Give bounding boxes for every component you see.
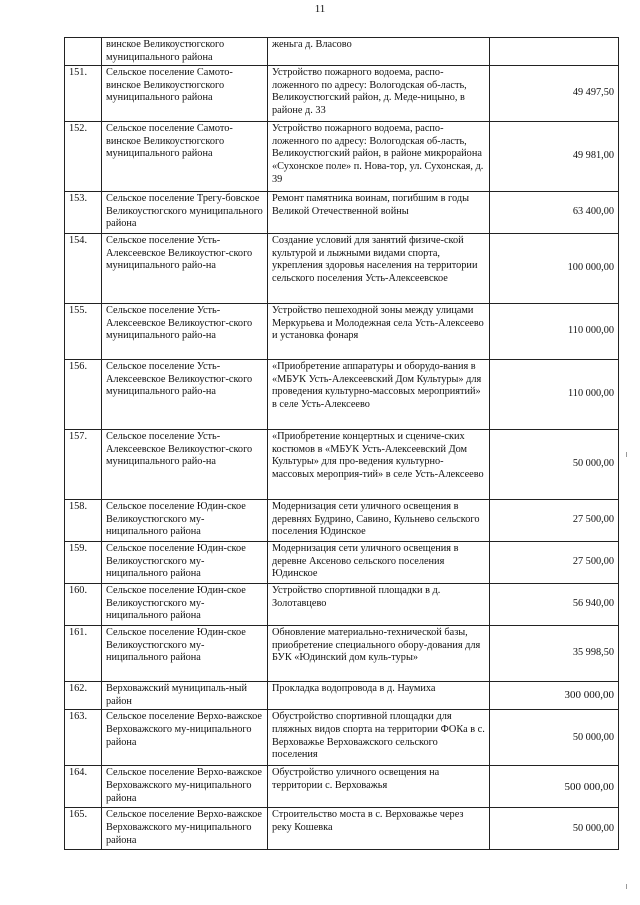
table-row [65,710,619,766]
row-number: 163. [65,710,102,766]
purpose-cell: Создание условий для занятий физиче-ской культурой и лыжными видами спорта, укрепления здоровья населения на территории сельского поселения Усть-Алексеевское [268,234,490,304]
row-number: 151. [65,66,102,122]
amount-cell: 27 500,00 [490,500,619,542]
table-row [65,192,619,234]
amount-cell: 27 500,00 [490,542,619,584]
row-number [65,38,102,66]
table-row [65,38,619,66]
table-row [65,66,619,122]
recipient-cell: Сельское поселение Юдин-ское Великоустюгского му-ниципального района [102,500,268,542]
row-number: 158. [65,500,102,542]
purpose-cell: Обновление материально-технической базы, приобретение специального обору-дования для БУК «Юдинский дом куль-туры» [268,626,490,682]
recipient-cell: Сельское поселение Самото-винское Великоустюгского муниципального района [102,66,268,122]
purpose-cell: «Приобретение аппаратуры и оборудо-вания в «МБУК Усть-Алексеевский Дом Культуры» для проведения культурно-массовых мероприятий» в селе Усть-Алексеево [268,360,490,430]
table-row [65,500,619,542]
table-row [65,682,619,710]
purpose-cell: Устройство пожарного водоема, распо-ложенного по адресу: Вологодская об-ласть, Великоустюгский район, в районе микрорайона «Сухонское поле» п. Нова-тор, ул. Сухонская, д. 39 [268,122,490,192]
table-row [65,430,619,500]
amount-cell: 49 981,00 [490,122,619,192]
row-number: 155. [65,304,102,360]
recipient-cell: Сельское поселение Трегу-бовское Великоустюгского муниципального района [102,192,268,234]
amount-cell: 50 000,00 [490,430,619,500]
amount-cell: 300 000,00 [490,682,619,710]
table-row [65,234,619,304]
row-number: 160. [65,584,102,626]
amount-cell: 50 000,00 [490,808,619,850]
purpose-cell: Устройство спортивной площадки в д. Золотавцево [268,584,490,626]
purpose-cell: «Приобретение концертных и сцениче-ских костюмов в «МБУК Усть-Алексеевский Дом Культуры» для про-ведения культурно-массовых мероприя-тий» в селе Усть-Алексеево [268,430,490,500]
recipient-cell: Верховажский муниципаль-ный район [102,682,268,710]
amount-cell [490,38,619,66]
recipient-cell: Сельское поселение Усть-Алексеевское Великоустюг-ского муниципального райо-на [102,304,268,360]
purpose-cell: Обустройство уличного освещения на территории с. Верховажья [268,766,490,808]
amount-cell: 500 000,00 [490,766,619,808]
purpose-cell: Устройство пожарного водоема, распо-ложенного по адресу: Вологодская об-ласть, Великоустюгский район, д. Меде-ницыно, в районе д. 33 [268,66,490,122]
amount-cell: 110 000,00 [490,304,619,360]
recipient-cell: Сельское поселение Верхо-важское Верховажского му-ниципального района [102,710,268,766]
recipient-cell: Сельское поселение Усть-Алексеевское Великоустюг-ского муниципального райо-на [102,430,268,500]
amount-cell: 63 400,00 [490,192,619,234]
table-row [65,626,619,682]
table-row [65,304,619,360]
recipient-cell: Сельское поселение Верхо-важское Верховажского му-ниципального района [102,808,268,850]
table-row [65,584,619,626]
recipient-cell: Сельское поселение Верхо-важское Верховажского му-ниципального района [102,766,268,808]
recipient-cell: Сельское поселение Юдин-ское Великоустюгского му-ниципального района [102,626,268,682]
table-row [65,766,619,808]
purpose-cell: Ремонт памятника воинам, погибшим в годы Великой Отечественной войны [268,192,490,234]
row-number: 157. [65,430,102,500]
row-number: 156. [65,360,102,430]
table-row [65,360,619,430]
row-number: 165. [65,808,102,850]
purpose-cell: Модернизация сети уличного освещения в деревне Аксеново сельского поселения Юдинское [268,542,490,584]
table-row [65,122,619,192]
purpose-cell: Прокладка водопровода в д. Наумиха [268,682,490,710]
recipient-cell: Сельское поселение Самото-винское Великоустюгского муниципального района [102,122,268,192]
amount-cell: 35 998,50 [490,626,619,682]
purpose-cell: Строительство моста в с. Верховажье через реку Кошевка [268,808,490,850]
recipient-cell: винское Великоустюгского муниципального района [102,38,268,66]
recipient-cell: Сельское поселение Усть-Алексеевское Великоустюг-ского муниципального райо-на [102,360,268,430]
amount-cell: 110 000,00 [490,360,619,430]
table-row [65,542,619,584]
purpose-cell: Обустройство спортивной площадки для пляжных видов спорта на территории ФОКа в с. Верховажье Верховажского сельского поселения [268,710,490,766]
amount-cell: 49 497,50 [490,66,619,122]
row-number: 161. [65,626,102,682]
recipient-cell: Сельское поселение Усть-Алексеевское Великоустюг-ского муниципального райо-на [102,234,268,304]
amount-cell: 56 940,00 [490,584,619,626]
row-number: 152. [65,122,102,192]
purpose-cell: Модернизация сети уличного освещения в деревнях Будрино, Савино, Кульнево сельского поселения Юдинское [268,500,490,542]
recipient-cell: Сельское поселение Юдин-ское Великоустюгского му-ниципального района [102,584,268,626]
page-number: 11 [314,3,326,15]
purpose-cell: Устройство пешеходной зоны между улицами Меркурьева и Молодежная села Усть-Алексеево и установка фонаря [268,304,490,360]
table-row [65,808,619,850]
amount-cell: 50 000,00 [490,710,619,766]
grants-table [64,37,619,850]
scan-edge-mark [626,452,627,457]
row-number: 162. [65,682,102,710]
row-number: 159. [65,542,102,584]
amount-cell: 100 000,00 [490,234,619,304]
scan-edge-mark [626,884,627,889]
purpose-cell: женьга д. Власово [268,38,490,66]
row-number: 164. [65,766,102,808]
row-number: 153. [65,192,102,234]
row-number: 154. [65,234,102,304]
recipient-cell: Сельское поселение Юдин-ское Великоустюгского му-ниципального района [102,542,268,584]
